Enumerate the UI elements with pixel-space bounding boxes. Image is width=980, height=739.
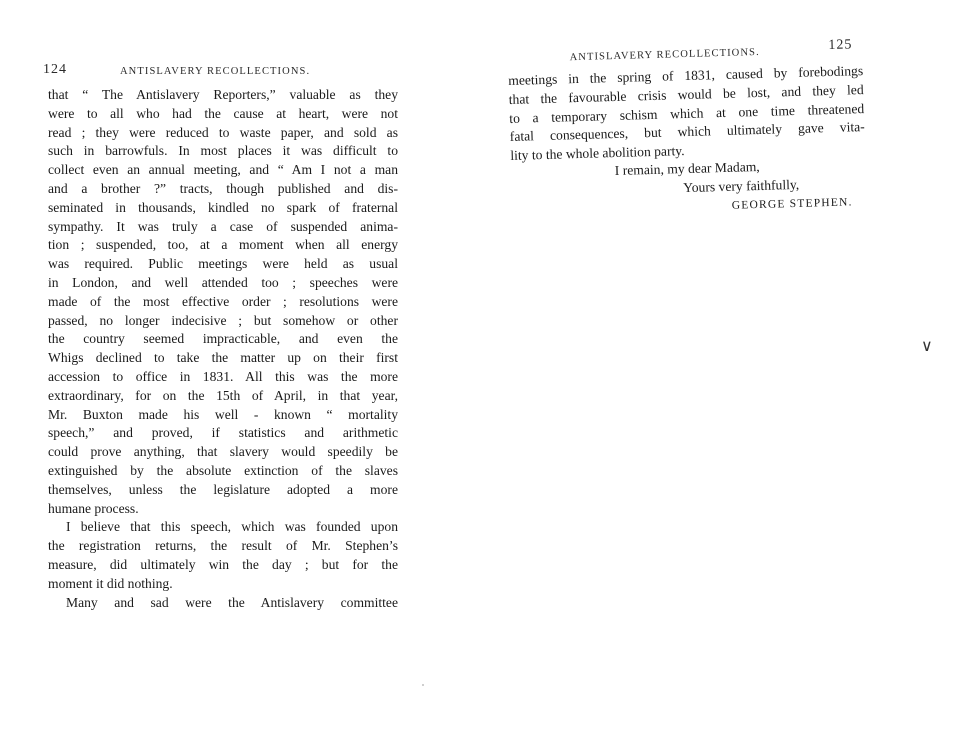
- text-line: accession to office in 1831. All this was the more: [48, 368, 398, 384]
- right-page-number: 125: [828, 37, 853, 54]
- text-line: measure, did ultimately win the day ; but for the: [48, 556, 398, 572]
- text-line: read ; they were reduced to waste paper, and sold as: [48, 124, 398, 140]
- letter-valediction: Yours very faithfully,: [683, 176, 800, 196]
- text-line: and a brother ?” tracts, though published and dis-: [48, 180, 398, 196]
- text-line: seminated in thousands, kindled no spark of fraternal: [48, 199, 398, 215]
- text-line: speech,” and proved, if statistics and arithmetic: [48, 425, 398, 441]
- text-line: passed, no longer indecisive ; but somehow or other: [48, 312, 398, 328]
- text-line: that the favourable crisis would be lost, and they led: [508, 81, 864, 107]
- text-line: fatal consequences, but which ultimately gave vita-: [509, 119, 865, 145]
- right-running-head: ANTISLAVERY RECOLLECTIONS.: [569, 46, 760, 64]
- text-line: themselves, unless the legislature adopted a more: [48, 481, 398, 497]
- text-line: extraordinary, for on the 15th of April, in that year,: [48, 387, 398, 403]
- letter-salutation: I remain, my dear Madam,: [614, 158, 760, 179]
- text-line: in London, and well attended too ; speeches were: [48, 274, 398, 290]
- text-line: tion ; suspended, too, at a moment when all energy: [48, 237, 398, 253]
- text-line: collect even an annual meeting, and “ Am I not a man: [48, 162, 398, 178]
- text-line: meetings in the spring of 1831, caused by forebodings: [508, 63, 864, 88]
- left-body-text: [48, 86, 398, 612]
- text-line: such in barrowfuls. In most places it was difficult to: [48, 143, 398, 159]
- paper-speck: [422, 684, 424, 686]
- text-line: was required. Public meetings were held as usual: [48, 256, 398, 272]
- text-line: I believe that this speech, which was founded upon: [66, 519, 398, 535]
- right-body-text: [508, 62, 865, 166]
- text-line: that “ The Antislavery Reporters,” valuable as they: [48, 87, 398, 102]
- margin-check-mark: ∨: [921, 338, 933, 355]
- left-page-number: 124: [43, 62, 67, 77]
- text-line: sympathy. It was truly a case of suspended anima-: [48, 218, 398, 234]
- text-line: Whigs declined to take the matter up on their first: [48, 350, 398, 366]
- left-running-head: ANTISLAVERY RECOLLECTIONS.: [120, 66, 311, 77]
- text-line: extinguished by the absolute extinction of the slaves: [48, 462, 398, 478]
- text-line: could prove anything, that slavery would speedily be: [48, 444, 398, 460]
- text-line: humane process.: [48, 500, 139, 516]
- text-line: lity to the whole abolition party.: [510, 143, 685, 164]
- text-line: the registration returns, the result of Mr. Stephen’s: [48, 538, 398, 554]
- text-line: Many and sad were the Antislavery committee: [66, 594, 398, 610]
- text-line: made of the most effective order ; resolutions were: [48, 293, 398, 309]
- text-line: Mr. Buxton made his well - known “ mortality: [48, 406, 398, 422]
- text-line: moment it did nothing.: [48, 575, 173, 591]
- letter-signature: GEORGE STEPHEN.: [731, 196, 853, 212]
- text-line: the country seemed impracticable, and even the: [48, 331, 398, 347]
- text-line: to a temporary schism which at one time threatened: [509, 100, 865, 126]
- text-line: were to all who had the cause at heart, were not: [48, 105, 398, 121]
